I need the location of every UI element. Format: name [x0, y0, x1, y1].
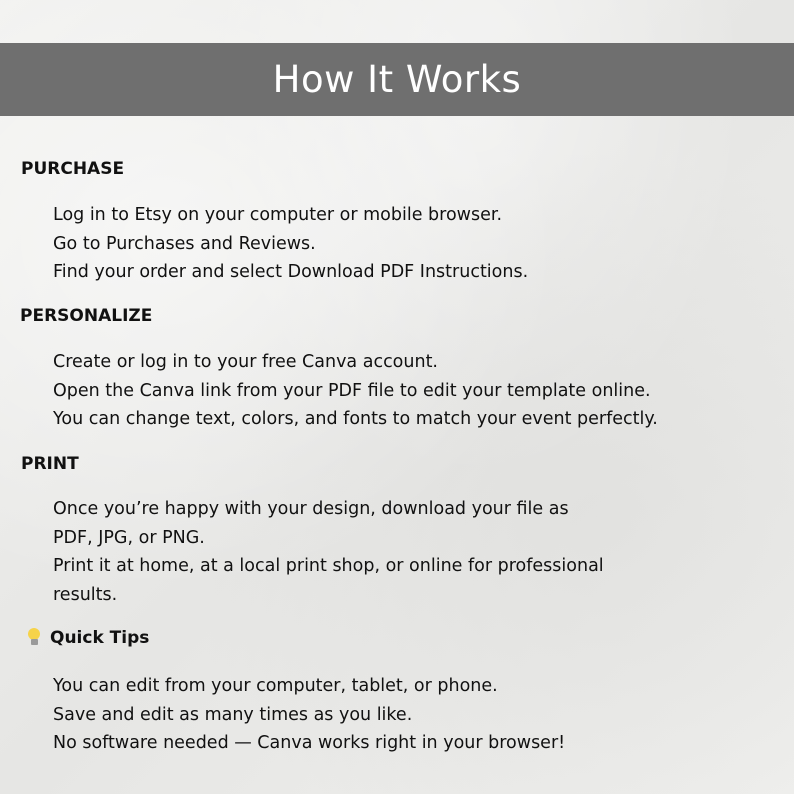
list-item: Go to Purchases and Reviews.: [53, 233, 316, 254]
page-title: How It Works: [272, 58, 522, 101]
list-item: Find your order and select Download PDF Instructions.: [53, 262, 529, 283]
section-heading-tips: [26, 628, 149, 648]
print-steps: [53, 495, 604, 609]
title-banner: [0, 43, 794, 116]
section-heading-print: PRINT: [21, 454, 79, 474]
list-item: You can edit from your computer, tablet, or phone.: [53, 676, 498, 696]
list-item: You can change text, colors, and fonts to match your event perfectly.: [53, 409, 658, 430]
tips-list: [53, 672, 565, 758]
list-item: Print it at home, at a local print shop, or online for professional: [53, 556, 604, 577]
purchase-steps: [53, 201, 528, 287]
list-item: Save and edit as many times as you like.: [53, 704, 413, 725]
list-item: Log in to Etsy on your computer or mobile browser.: [53, 205, 503, 225]
list-item: No software needed — Canva works right in your browser!: [53, 733, 566, 754]
tips-heading-label: Quick Tips: [50, 628, 150, 648]
section-heading-personalize: PERSONALIZE: [20, 306, 153, 326]
lightbulb-icon: [26, 628, 42, 648]
list-item: PDF, JPG, or PNG.: [53, 527, 205, 548]
personalize-steps: [53, 348, 658, 434]
list-item: Open the Canva link from your PDF file to edit your template online.: [53, 380, 651, 401]
section-heading-purchase: PURCHASE: [21, 159, 125, 179]
list-item: Create or log in to your free Canva account.: [53, 352, 438, 372]
list-item: Once you’re happy with your design, download your file as: [53, 499, 569, 519]
list-item: results.: [53, 584, 118, 605]
